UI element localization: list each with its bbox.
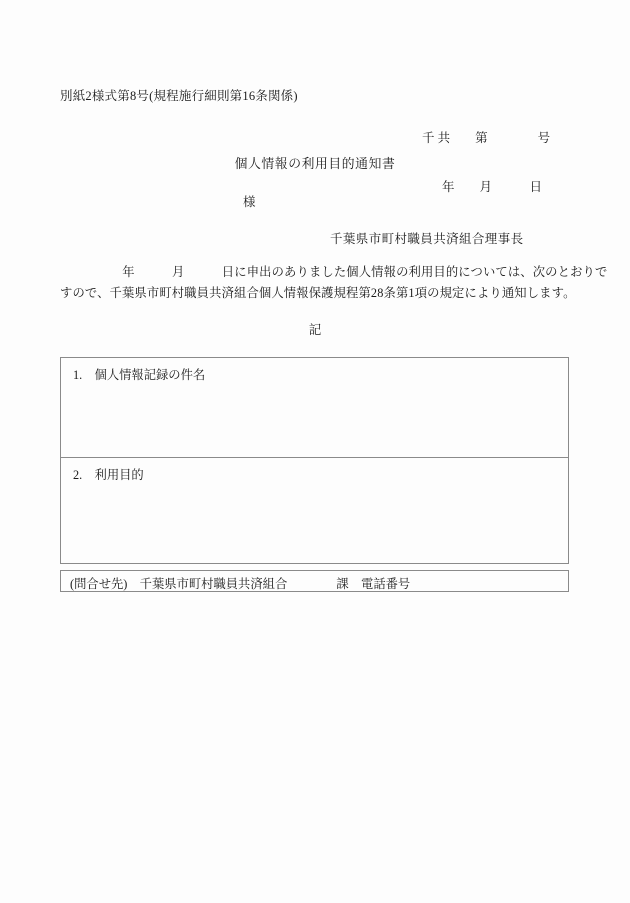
form-number-label: 別紙2様式第8号(規程施行細則第16条関係)	[60, 89, 298, 103]
contact-info-box: (問合せ先) 千葉県市町村職員共済組合 課 電話番号	[60, 570, 569, 592]
addressee-label: 様	[243, 195, 256, 209]
table-row[interactable]: 1. 個人情報記録の件名	[61, 358, 568, 458]
document-number-line: 千 共 第 号	[422, 131, 551, 145]
page-title: 個人情報の利用目的通知書	[234, 157, 396, 171]
issuer-label: 千葉県市町村職員共済組合理事長	[330, 232, 524, 246]
body-line-2: すので、千葉県市町村職員共済組合個人情報保護規程第28条第1項の規定により通知します。	[60, 286, 576, 300]
body-line-1: 年 月 日に申出のありました個人情報の利用目的については、次のとおりで	[60, 265, 608, 279]
document-date-line: 年 月 日	[442, 180, 543, 194]
entry-table	[60, 357, 569, 564]
body-paragraph	[60, 262, 608, 304]
table-row[interactable]: 2. 利用目的	[73, 468, 144, 482]
ki-marker: 記	[308, 323, 322, 337]
